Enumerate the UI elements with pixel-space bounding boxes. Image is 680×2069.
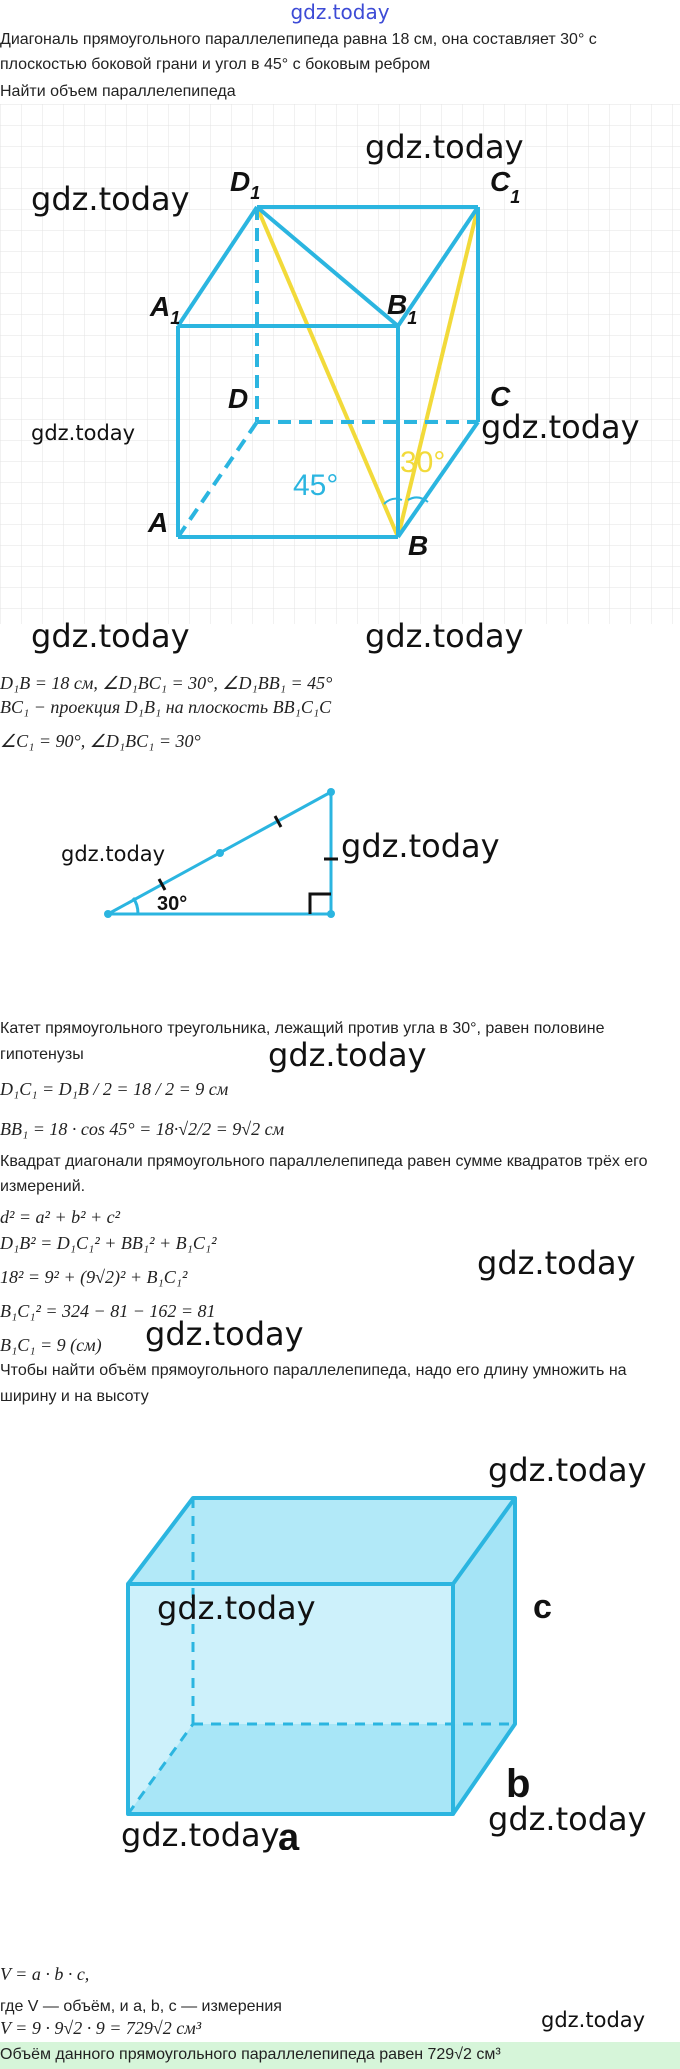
solution-diag-rule-2: измерений. (0, 1178, 86, 1195)
solution-b1c1: B₁C₁ = 9 (см) (0, 1335, 102, 1355)
solution-volume-formula: V = a · b · c, (0, 1964, 90, 1984)
solution-volume-legend: где V — объём, и a, b, c — измерения (0, 1998, 282, 2015)
solution-projection: BC₁ − проекция D₁B₁ на плоскость BB₁C₁C (0, 697, 332, 717)
angle-label-30: 30° (400, 446, 446, 479)
angle-label-30-small: 30° (157, 893, 188, 915)
box-bottom-face (128, 1724, 515, 1814)
answer-text: Объём данного прямоугольного параллелепипеда равен 729√2 см³ (0, 2046, 501, 2063)
vertex-label-d: D (228, 383, 249, 414)
triangle-vertex (327, 788, 335, 796)
solution-angles: ∠C₁ = 90°, ∠D₁BC₁ = 30° (0, 731, 201, 751)
solution-theorem-1: Катет прямоугольного треугольника, лежащий против угла в 30°, равен половине (0, 1020, 605, 1037)
vertex-label-a1: $A_1$ (150, 291, 181, 328)
vertex-label-c1: $C_1$ (490, 166, 521, 207)
box-label-b: b (506, 1762, 531, 1806)
problem-line-1: Диагональ прямоугольного параллелепипеда равна 18 см, она составляет 30° с (0, 31, 597, 48)
angle-label-45: 45° (293, 469, 339, 502)
right-angle-mark (310, 894, 331, 914)
solution-volume-rule-2: ширину и на высоту (0, 1388, 149, 1405)
solution-diag-rule-1: Квадрат диагонали прямоугольного параллелепипеда равен сумме квадратов трёх его (0, 1153, 648, 1170)
watermark: gdz.today (541, 2008, 646, 2032)
box-label-c: c (533, 1588, 552, 1626)
watermark: gdz.today (31, 180, 190, 218)
watermark: gdz.today (157, 1589, 316, 1627)
watermark: gdz.today (145, 1315, 304, 1353)
watermark: gdz.today (61, 842, 166, 866)
watermark: gdz.today (488, 1800, 647, 1838)
solution-given: D₁B = 18 см, ∠D₁BC₁ = 30°, ∠D₁BB₁ = 45° (0, 673, 333, 693)
solution-formula-d: d² = a² + b² + c² (0, 1207, 121, 1227)
solution-formula-d1b: D₁B² = D₁C₁² + BB₁² + B₁C₁² (0, 1233, 217, 1253)
watermark: gdz.today (31, 617, 190, 655)
vertex-label-b1: $B_1$ (387, 289, 418, 328)
watermark: gdz.today (268, 1036, 427, 1074)
box-top-face (128, 1498, 515, 1584)
vertex-label-d1: $D_1$ (230, 166, 261, 203)
watermark: gdz.today (31, 421, 136, 445)
solution-volume-result: V = 9 · 9√2 · 9 = 729√2 см³ (0, 2018, 202, 2038)
vertex-label-b: B (408, 530, 429, 561)
solution-bb1: BB₁ = 18 · cos 45° = 18·√2/2 = 9√2 см (0, 1119, 285, 1139)
problem-line-3: Найти объем параллелепипеда (0, 83, 236, 100)
watermark: gdz.today (365, 128, 524, 166)
vertex-label-a: A (148, 507, 169, 538)
triangle-midpoint (216, 849, 224, 857)
triangle-vertex (327, 910, 335, 918)
problem-line-2: плоскостью боковой грани и угол в 45° с боковым ребром (0, 56, 431, 73)
watermark: gdz.today (488, 1451, 647, 1489)
angle-arc-30-small (133, 898, 138, 914)
box-label-a: a (278, 1817, 300, 1850)
solution-volume-rule-1: Чтобы найти объём прямоугольного параллелепипеда, надо его длину умножить на (0, 1362, 627, 1379)
watermark: gdz.today (481, 408, 640, 446)
watermark: gdz.today (365, 617, 524, 655)
solution-substitution: 18² = 9² + (9√2)² + B₁C₁² (0, 1267, 188, 1287)
header-watermark: gdz.today (290, 0, 390, 24)
figure-box (0, 1480, 680, 1850)
solution-b1c1-squared: B₁C₁² = 324 − 81 − 162 = 81 (0, 1301, 216, 1321)
triangle-vertex (104, 910, 112, 918)
watermark: gdz.today (477, 1244, 636, 1282)
watermark: gdz.today (121, 1816, 280, 1854)
solution-d1c1: D₁C₁ = D₁B / 2 = 18 / 2 = 9 см (0, 1079, 229, 1099)
vertex-label-c: C (490, 381, 511, 412)
watermark: gdz.today (341, 827, 500, 865)
solution-theorem-2: гипотенузы (0, 1046, 84, 1063)
